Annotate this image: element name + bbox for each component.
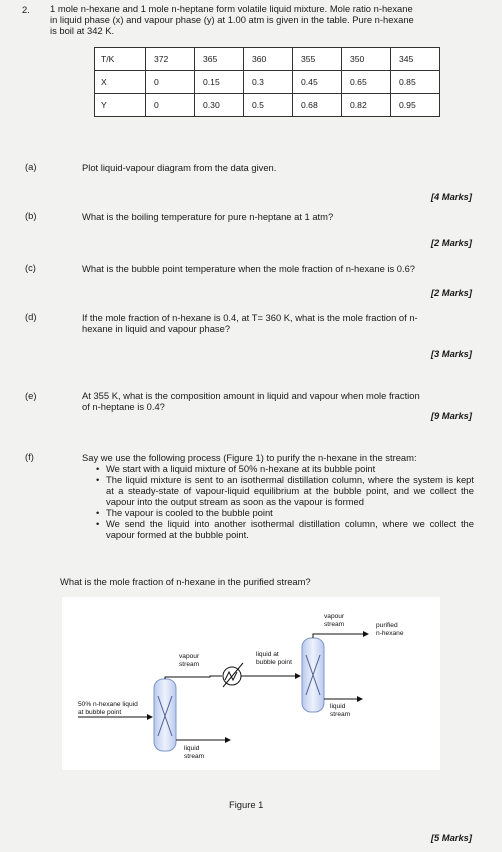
vapour-stream-1-label-2: stream xyxy=(179,661,200,668)
cell-t-2: 360 xyxy=(244,48,293,71)
part-b-label: (b) xyxy=(25,210,37,221)
part-c-text: What is the bubble point temperature when the mole fraction of n-hexane is 0.6? xyxy=(82,263,416,274)
cell-y-0: 0 xyxy=(146,94,195,117)
process-step: • The liquid mixture is sent to an isothermal distillation column, where the system is kept at a steady-state of vapour-liquid equilibrium at the bubble point, and we collect the vapour into the output stream as soon as the vapour is formed xyxy=(96,474,474,507)
part-a-marks: [4 Marks] xyxy=(430,191,472,202)
cell-y-1: 0.30 xyxy=(195,94,244,117)
data-table xyxy=(94,47,440,117)
cell-t-3: 355 xyxy=(293,48,342,71)
part-e-text-2: of n-heptane is 0.4? xyxy=(82,401,165,412)
table-row-x xyxy=(95,71,440,94)
part-e-label: (e) xyxy=(25,390,37,401)
cell-x-2: 0.3 xyxy=(244,71,293,94)
part-e-text-1: At 355 K, what is the composition amount in liquid and vapour when mole fraction xyxy=(82,390,420,401)
intro-line-3: is boil at 342 K. xyxy=(50,25,115,36)
question-number: 2. xyxy=(22,4,30,15)
cell-t-1: 365 xyxy=(195,48,244,71)
liquid-bubble-label-1: liquid at xyxy=(256,651,279,658)
cell-t-4: 350 xyxy=(342,48,391,71)
purified-label-2: n-hexane xyxy=(376,630,404,637)
vapour-stream-2-label-1: vapour xyxy=(324,613,345,620)
process-step: • We start with a liquid mixture of 50% n-hexane at its bubble point xyxy=(96,463,474,474)
part-f-marks: [5 Marks] xyxy=(430,832,472,843)
process-step: • We send the liquid into another isothermal distillation column, where we collect the vapour formed at the bubble point. xyxy=(96,518,474,540)
table-row-y xyxy=(95,94,440,117)
part-a-label: (a) xyxy=(25,161,37,172)
cell-y-3: 0.68 xyxy=(293,94,342,117)
vapour-stream-2-arrow xyxy=(313,634,368,638)
part-f-text: Say we use the following process (Figure 1) to purify the n-hexane in the stream: xyxy=(82,452,417,463)
distillation-column-1 xyxy=(154,679,176,751)
part-b-marks: [2 Marks] xyxy=(430,237,472,248)
row-label-x: X xyxy=(95,71,146,94)
row-label-t: T/K xyxy=(95,48,146,71)
table-row-temperature xyxy=(95,48,440,71)
process-step: • The vapour is cooled to the bubble point xyxy=(96,507,474,518)
liquid-stream-2-label-2: stream xyxy=(330,711,351,718)
vapour-stream-2-label-2: stream xyxy=(324,621,345,628)
cell-x-3: 0.45 xyxy=(293,71,342,94)
figure-caption: Figure 1 xyxy=(229,799,264,810)
liquid-stream-2-label-1: liquid xyxy=(330,703,346,710)
cell-x-5: 0.85 xyxy=(391,71,440,94)
distillation-column-2 xyxy=(302,638,324,712)
cell-t-0: 372 xyxy=(146,48,195,71)
cell-y-5: 0.95 xyxy=(391,94,440,117)
cell-x-4: 0.65 xyxy=(342,71,391,94)
vapour-stream-1-label-1: vapour xyxy=(179,653,200,660)
row-label-y: Y xyxy=(95,94,146,117)
cell-x-1: 0.15 xyxy=(195,71,244,94)
intro-line-1: 1 mole n-hexane and 1 mole n-heptane form volatile liquid mixture. Mole ratio n-hexane xyxy=(50,3,413,14)
liquid-stream-1-label-2: stream xyxy=(184,753,205,760)
feed-label-2: at bubble point xyxy=(78,709,122,716)
part-d-label: (d) xyxy=(25,311,37,322)
question-f-prompt: What is the mole fraction of n-hexane in the purified stream? xyxy=(60,576,311,587)
liquid-bubble-label-2: bubble point xyxy=(256,659,292,666)
cell-y-2: 0.5 xyxy=(244,94,293,117)
feed-label-1: 50% n-hexane liquid xyxy=(78,701,138,708)
cooler-icon xyxy=(223,663,243,687)
liquid-stream-1-label-1: liquid xyxy=(184,745,200,752)
part-a-text: Plot liquid-vapour diagram from the data given. xyxy=(82,162,277,173)
cell-x-0: 0 xyxy=(146,71,195,94)
part-f-label: (f) xyxy=(25,451,34,462)
cell-t-5: 345 xyxy=(391,48,440,71)
cell-y-4: 0.82 xyxy=(342,94,391,117)
part-e-marks: [9 Marks] xyxy=(430,410,472,421)
part-b-text: What is the boiling temperature for pure n-heptane at 1 atm? xyxy=(82,211,334,222)
part-d-text-2: hexane in liquid and vapour phase? xyxy=(82,323,231,334)
vapour-stream-1-line xyxy=(165,676,222,679)
part-c-marks: [2 Marks] xyxy=(430,287,472,298)
process-diagram xyxy=(62,597,440,770)
process-figure xyxy=(62,597,440,770)
part-d-text-1: If the mole fraction of n-hexane is 0.4, at T= 360 K, what is the mole fraction of n- xyxy=(82,312,418,323)
intro-line-2: in liquid phase (x) and vapour phase (y) at 1.00 atm is given in the table. Pure n-hexane xyxy=(50,14,414,25)
part-d-marks: [3 Marks] xyxy=(430,348,472,359)
purified-label-1: purified xyxy=(376,622,398,629)
process-steps-list xyxy=(96,463,474,540)
part-c-label: (c) xyxy=(25,262,36,273)
